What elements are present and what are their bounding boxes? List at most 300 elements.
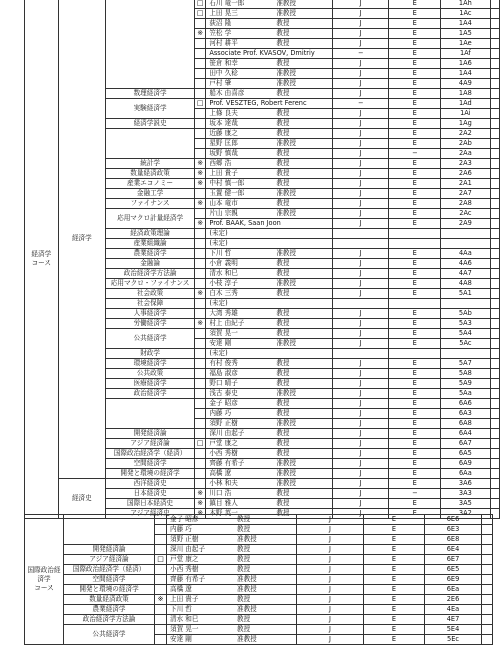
language-cell: J <box>297 585 364 595</box>
language-cell: J <box>332 359 389 369</box>
code-cell: 2A9 <box>441 219 491 229</box>
subject-cell: 統計学 <box>106 159 195 169</box>
teacher-cell <box>206 109 332 119</box>
teacher-cell <box>206 269 332 279</box>
subject-cell: 開発と環境の経済学 <box>64 585 155 595</box>
mark-cell <box>195 429 206 439</box>
grade-cell: E <box>389 49 441 59</box>
teacher-title: 教授 <box>276 429 290 437</box>
teacher-name: 金子 昭彦 <box>170 515 199 523</box>
language-cell: J <box>297 615 364 625</box>
language-cell: J <box>332 39 389 49</box>
mark-cell <box>155 605 167 615</box>
code-cell: 1A4 <box>441 19 491 29</box>
table-row <box>25 515 493 525</box>
teacher-title: 准教授 <box>276 479 297 487</box>
teacher-name: 村上 由紀子 <box>209 319 245 327</box>
grade-cell: E <box>389 39 441 49</box>
subject-cell <box>106 399 195 429</box>
teacher-title: 准教授 <box>276 279 297 287</box>
blank-cell <box>490 499 499 509</box>
mark-cell: ※ <box>195 169 206 179</box>
grade-cell: E <box>389 199 441 209</box>
language-cell: J <box>332 129 389 139</box>
language-cell: J <box>332 9 389 19</box>
teacher-title: 教授 <box>237 525 251 533</box>
grade-cell: E <box>389 0 441 9</box>
teacher-name: 本野 英一 <box>209 509 238 517</box>
language-cell: J <box>332 489 389 499</box>
blank-cell <box>490 229 499 239</box>
teacher-cell <box>167 535 297 545</box>
grade-cell: − <box>389 489 441 499</box>
grade-cell: E <box>389 359 441 369</box>
blank-cell <box>482 605 493 615</box>
mark-cell <box>195 409 206 419</box>
code-cell: 6A5 <box>441 449 491 459</box>
grade-cell: E <box>389 9 441 19</box>
grade-cell: E <box>389 509 441 519</box>
teacher-name: Associate Prof. KVASOV, Dmitriy <box>209 49 315 57</box>
teacher-title: 教授 <box>276 369 290 377</box>
teacher-title: 教授 <box>276 89 290 97</box>
code-cell: 2E6 <box>425 595 482 605</box>
teacher-title: 准教授 <box>276 389 297 397</box>
code-cell: 1Ai <box>441 109 491 119</box>
code-cell <box>441 239 491 249</box>
language-cell: J <box>332 479 389 489</box>
teacher-title: 准教授 <box>276 189 297 197</box>
language-cell: J <box>332 59 389 69</box>
grade-cell: E <box>389 19 441 29</box>
teacher-cell <box>206 489 332 499</box>
language-cell: J <box>332 439 389 449</box>
blank-cell <box>490 219 499 229</box>
code-cell: 2Ac <box>441 209 491 219</box>
teacher-title: 教授 <box>276 499 290 507</box>
code-cell: 2A1 <box>441 179 491 189</box>
teacher-title: 准教授 <box>276 459 297 467</box>
teacher-title: 教授 <box>237 625 251 633</box>
teacher-name: (未定) <box>209 229 228 237</box>
grade-cell: E <box>389 79 441 89</box>
language-cell: J <box>332 339 389 349</box>
teacher-name: 西郷 浩 <box>209 159 232 167</box>
teacher-cell <box>206 39 332 49</box>
grade-cell: E <box>389 499 441 509</box>
mark-cell <box>195 309 206 319</box>
teacher-name: 山本 竜市 <box>209 199 238 207</box>
language-cell: J <box>332 279 389 289</box>
language-cell: J <box>332 499 389 509</box>
mark-cell <box>195 209 206 219</box>
teacher-cell <box>206 219 332 229</box>
mark-cell <box>195 229 206 239</box>
blank-cell <box>490 289 499 299</box>
code-cell: 4A8 <box>441 279 491 289</box>
table-row <box>25 605 493 615</box>
blank-cell <box>490 259 499 269</box>
teacher-cell <box>167 605 297 615</box>
subject-cell <box>106 0 195 89</box>
teacher-cell <box>206 389 332 399</box>
teacher-name: 齊藤 有希子 <box>170 575 206 583</box>
subject-cell: 開発経済論 <box>106 429 195 439</box>
grade-cell: E <box>389 439 441 449</box>
language-cell: J <box>332 399 389 409</box>
subject-cell: 公共経済学 <box>106 329 195 349</box>
teacher-name: 須賀 晃一 <box>209 329 238 337</box>
code-cell: 6Aa <box>441 469 491 479</box>
language-cell: J <box>332 329 389 339</box>
teacher-name: (未定) <box>209 349 228 357</box>
code-cell: 5A3 <box>441 319 491 329</box>
language-cell: − <box>332 49 389 59</box>
blank-cell <box>482 525 493 535</box>
subject-cell: 労働経済学 <box>106 319 195 329</box>
teacher-cell <box>206 99 332 109</box>
teacher-title: 准教授 <box>276 79 297 87</box>
teacher-title: 教授 <box>276 129 290 137</box>
subject-cell: 人事経済学 <box>106 309 195 319</box>
mark-cell <box>195 89 206 99</box>
blank-cell <box>490 279 499 289</box>
language-cell: J <box>332 169 389 179</box>
mark-cell <box>155 515 167 525</box>
blank-cell <box>482 575 493 585</box>
blank-cell <box>490 439 499 449</box>
teacher-title: 教授 <box>276 399 290 407</box>
grade-cell: E <box>364 595 425 605</box>
blank-cell <box>490 389 499 399</box>
teacher-name: 船木 由喜彦 <box>209 89 245 97</box>
teacher-name: 安達 剛 <box>170 635 192 643</box>
teacher-cell <box>206 349 332 359</box>
mark-cell <box>195 359 206 369</box>
teacher-cell <box>206 179 332 189</box>
mark-cell <box>155 545 167 555</box>
teacher-title: 教授 <box>276 29 290 37</box>
grade-cell: E <box>389 119 441 129</box>
grade-cell <box>389 349 441 359</box>
teacher-cell <box>206 439 332 449</box>
code-cell: 6E8 <box>425 535 482 545</box>
code-cell: 3A5 <box>441 499 491 509</box>
teacher-title: 准教授 <box>276 69 297 77</box>
teacher-cell <box>206 119 332 129</box>
mark-cell: ※ <box>195 499 206 509</box>
table-row <box>25 479 500 489</box>
grade-cell: E <box>389 89 441 99</box>
teacher-title: 教授 <box>276 259 290 267</box>
subject-cell: 数量経済政策 <box>64 595 155 605</box>
subject-cell: 国際政治経済学（経済） <box>64 565 155 575</box>
blank-cell <box>482 565 493 575</box>
blank-cell <box>490 69 499 79</box>
teacher-title: 教授 <box>276 199 290 207</box>
subject-cell: 開発経済論 <box>64 545 155 555</box>
grade-cell: E <box>389 309 441 319</box>
table-row <box>25 595 493 605</box>
teacher-name: 白木 三秀 <box>209 289 238 297</box>
field-cell: 経済学 <box>58 0 105 479</box>
language-cell: J <box>297 555 364 565</box>
mark-cell: ※ <box>195 219 206 229</box>
course-cell: 経済学 コース <box>25 0 59 519</box>
language-cell <box>332 349 389 359</box>
table-row <box>25 565 493 575</box>
teacher-cell <box>206 79 332 89</box>
code-cell: 3A6 <box>441 479 491 489</box>
blank-cell <box>490 419 499 429</box>
subject-cell: 農業経済学 <box>106 249 195 259</box>
language-cell: J <box>332 199 389 209</box>
mark-cell: □ <box>195 99 206 109</box>
code-cell: 6Ea <box>425 585 482 595</box>
mark-cell <box>195 469 206 479</box>
grade-cell: E <box>364 605 425 615</box>
code-cell: 2A8 <box>441 199 491 209</box>
teacher-title: 教授 <box>276 269 290 277</box>
language-cell: J <box>297 515 364 525</box>
teacher-name: 川口 浩 <box>209 489 232 497</box>
teacher-name: 上條 良夫 <box>209 109 238 117</box>
mark-cell <box>195 189 206 199</box>
language-cell: J <box>332 319 389 329</box>
language-cell <box>332 299 389 309</box>
mark-cell <box>195 139 206 149</box>
teacher-cell <box>206 449 332 459</box>
grade-cell: E <box>389 69 441 79</box>
subject-cell: 応用マクロ・ファイナンス <box>106 279 195 289</box>
mark-cell <box>195 109 206 119</box>
blank-cell <box>490 29 499 39</box>
mark-cell <box>195 69 206 79</box>
teacher-name: 小林 和夫 <box>209 479 238 487</box>
teacher-cell <box>206 469 332 479</box>
teacher-name: 内藤 巧 <box>209 409 232 417</box>
teacher-cell <box>206 129 332 139</box>
teacher-cell <box>206 69 332 79</box>
mark-cell <box>195 79 206 89</box>
teacher-title: 教授 <box>276 509 290 517</box>
teacher-cell <box>206 159 332 169</box>
teacher-name: 近藤 康之 <box>209 129 238 137</box>
blank-cell <box>490 19 499 29</box>
subject-cell: 医療経済学 <box>106 379 195 389</box>
teacher-cell <box>206 289 332 299</box>
code-cell <box>441 229 491 239</box>
code-cell: 6A8 <box>441 419 491 429</box>
code-cell: 5Aa <box>441 389 491 399</box>
grade-cell: E <box>364 635 425 645</box>
teacher-cell <box>206 379 332 389</box>
teacher-cell <box>206 479 332 489</box>
teacher-cell <box>167 555 297 565</box>
blank-cell <box>490 209 499 219</box>
mark-cell <box>195 369 206 379</box>
mark-cell <box>195 59 206 69</box>
teacher-title: 准教授 <box>237 535 257 543</box>
code-cell: 6A3 <box>441 409 491 419</box>
grade-cell: E <box>389 269 441 279</box>
teacher-name: 小西 秀樹 <box>209 449 238 457</box>
grade-cell: E <box>364 585 425 595</box>
mark-cell: ※ <box>195 289 206 299</box>
grade-cell: E <box>364 625 425 635</box>
code-cell: 4A7 <box>441 269 491 279</box>
code-cell: 2Ab <box>441 139 491 149</box>
blank-cell <box>490 459 499 469</box>
blank-cell <box>490 379 499 389</box>
language-cell: J <box>332 269 389 279</box>
mark-cell <box>195 379 206 389</box>
teacher-name: 大湾 秀雄 <box>209 309 238 317</box>
teacher-name: (未定) <box>209 239 228 247</box>
table-row <box>25 615 493 625</box>
teacher-title: 教授 <box>276 359 290 367</box>
teacher-name: 河村 耕平 <box>209 39 238 47</box>
teacher-name: 戸堂 康之 <box>209 439 238 447</box>
blank-cell <box>490 0 499 9</box>
grade-cell: E <box>389 329 441 339</box>
teacher-name: 中村 慎一郎 <box>209 179 245 187</box>
grade-cell <box>389 229 441 239</box>
teacher-cell <box>167 585 297 595</box>
subject-cell: 公共政策 <box>106 369 195 379</box>
language-cell: J <box>332 149 389 159</box>
teacher-name: 小西 秀樹 <box>170 565 199 573</box>
mark-cell <box>155 625 167 635</box>
mark-cell: ※ <box>195 509 206 519</box>
code-cell: 1Ag <box>441 119 491 129</box>
teacher-cell <box>206 0 332 9</box>
grade-cell: E <box>389 369 441 379</box>
teacher-name: 福島 淑彦 <box>209 369 238 377</box>
mark-cell <box>195 149 206 159</box>
grade-cell: E <box>389 389 441 399</box>
teacher-title: 教授 <box>237 555 251 563</box>
teacher-cell <box>206 319 332 329</box>
blank-cell <box>490 359 499 369</box>
teacher-title: 教授 <box>276 39 290 47</box>
mark-cell: □ <box>155 555 167 565</box>
mark-cell <box>195 129 206 139</box>
code-cell: 4A9 <box>441 79 491 89</box>
blank-cell <box>490 79 499 89</box>
mark-cell <box>195 399 206 409</box>
language-cell: J <box>332 179 389 189</box>
code-cell: 5A7 <box>441 359 491 369</box>
mark-cell <box>195 479 206 489</box>
blank-cell <box>490 479 499 489</box>
grade-cell: E <box>389 289 441 299</box>
language-cell: J <box>332 249 389 259</box>
teacher-title: 准教授 <box>276 139 297 147</box>
code-cell: 1A5 <box>441 29 491 39</box>
grade-cell: E <box>364 555 425 565</box>
teacher-name: 須野 正樹 <box>170 535 199 543</box>
teacher-name: 清水 和巳 <box>209 269 238 277</box>
subject-cell: 経済政策理論 <box>106 229 195 239</box>
code-cell: 4Ea <box>425 605 482 615</box>
language-cell: J <box>332 79 389 89</box>
teacher-name: 小倉 義明 <box>209 259 238 267</box>
blank-cell <box>490 119 499 129</box>
blank-cell <box>490 9 499 19</box>
language-cell: J <box>332 409 389 419</box>
teacher-title: 准教授 <box>276 9 297 17</box>
teacher-cell <box>167 615 297 625</box>
code-cell: 1Ah <box>441 0 491 9</box>
teacher-name: 高橋 遼 <box>209 469 232 477</box>
teacher-title: 教授 <box>237 595 251 603</box>
code-cell: 4A6 <box>441 259 491 269</box>
teacher-title: 教授 <box>276 439 290 447</box>
teacher-cell <box>206 199 332 209</box>
language-cell: J <box>332 389 389 399</box>
language-cell: J <box>297 595 364 605</box>
table-row <box>25 625 493 635</box>
grade-cell: E <box>389 469 441 479</box>
teacher-title: 准教授 <box>276 209 297 217</box>
grade-cell: E <box>389 379 441 389</box>
mark-cell: ※ <box>155 595 167 605</box>
grade-cell: E <box>364 565 425 575</box>
teacher-title: 教授 <box>237 615 251 623</box>
teacher-title: 教授 <box>276 409 290 417</box>
blank-cell <box>490 489 499 499</box>
teacher-name: Prof. BAAK, Saan Joon <box>209 219 281 227</box>
subject-cell: 政治経済学 <box>106 389 195 399</box>
grade-cell: E <box>364 575 425 585</box>
blank-cell <box>490 369 499 379</box>
teacher-cell <box>206 9 332 19</box>
grade-cell: E <box>389 219 441 229</box>
code-cell: 1Af <box>441 49 491 59</box>
code-cell: 6E4 <box>425 545 482 555</box>
teacher-cell <box>167 525 297 535</box>
teacher-cell <box>206 149 332 159</box>
blank-cell <box>482 615 493 625</box>
subject-cell <box>106 129 195 159</box>
language-cell: J <box>332 89 389 99</box>
code-cell: 6A7 <box>441 439 491 449</box>
code-cell: 1A8 <box>441 89 491 99</box>
blank-cell <box>490 159 499 169</box>
code-cell: 2A2 <box>441 129 491 139</box>
mark-cell <box>155 535 167 545</box>
teacher-title: 教授 <box>276 59 290 67</box>
language-cell: J <box>297 535 364 545</box>
language-cell: J <box>332 69 389 79</box>
table-row <box>25 555 493 565</box>
blank-cell <box>490 199 499 209</box>
subject-cell: 社会保障 <box>106 299 195 309</box>
subject-cell: ファイナンス <box>106 199 195 209</box>
mark-cell <box>155 615 167 625</box>
teacher-name: 坂野 慎哉 <box>209 149 238 157</box>
subject-cell <box>64 515 155 545</box>
economics-course-table <box>24 0 500 519</box>
language-cell: J <box>332 259 389 269</box>
teacher-cell <box>206 429 332 439</box>
teacher-cell <box>206 139 332 149</box>
mark-cell <box>195 389 206 399</box>
blank-cell <box>490 109 499 119</box>
teacher-cell <box>206 299 332 309</box>
code-cell: 1A4 <box>441 69 491 79</box>
